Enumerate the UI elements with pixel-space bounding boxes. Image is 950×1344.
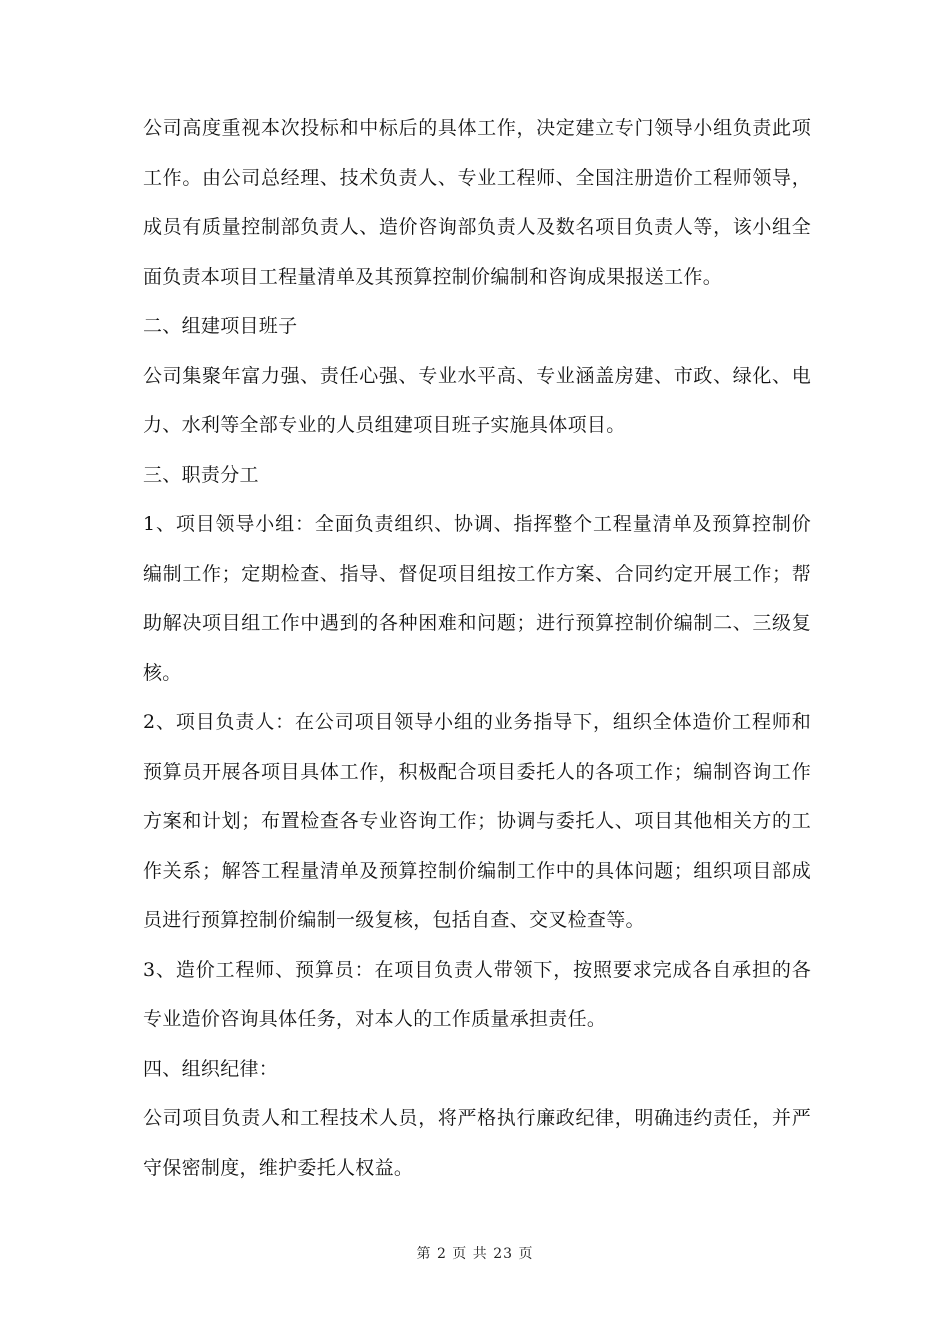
heading-project-team: 二、组建项目班子 — [143, 315, 298, 337]
paragraph-project-team: 公司集聚年富力强、责任心强、专业水平高、专业涵盖房建、市政、绿化、电力、水利等全部专业的人员组建项目班子实施具体项目。 — [143, 364, 811, 436]
paragraph-leadership-group: 公司高度重视本次投标和中标后的具体工作，决定建立专门领导小组负责此项工作。由公司总经理、技术负责人、专业工程师、全国注册造价工程师领导，成员有质量控制部负责人、造价咨询部负责人及数名项目负责人等，该小组全面负责本项目工程量清单及其预算控制价编制和咨询成果报送工作。 — [143, 117, 811, 288]
page-number-footer: 第 2 页 共 23 页 — [416, 1246, 534, 1262]
paragraph-leadership-duties: 1、项目领导小组：全面负责组织、协调、指挥整个工程量清单及预算控制价编制工作；定期检查、指导、督促项目组按工作方案、合同约定开展工作；帮助解决项目组工作中遇到的各种困难和问题；进行预算控制价编制二、三级复核。 — [143, 513, 811, 684]
heading-responsibilities: 三、职责分工 — [143, 463, 259, 486]
document-body — [143, 104, 811, 1193]
paragraph-discipline: 公司项目负责人和工程技术人员，将严格执行廉政纪律，明确违约责任，并严守保密制度，维护委托人权益。 — [143, 1107, 811, 1179]
paragraph-engineer-duties: 3、造价工程师、预算员：在项目负责人带领下，按照要求完成各自承担的各专业造价咨询具体任务，对本人的工作质量承担责任。 — [143, 958, 811, 1030]
paragraph-project-lead-duties: 2、项目负责人：在公司项目领导小组的业务指导下，组织全体造价工程师和预算员开展各项目具体工作，积极配合项目委托人的各项工作；编制咨询工作方案和计划；布置检查各专业咨询工作；协调与委托人、项目其他相关方的工作关系；解答工程量清单及预算控制价编制工作中的具体问题；组织项目部成员进行预算控制价编制一级复核，包括自查、交叉检查等。 — [143, 711, 811, 931]
heading-discipline: 四、组织纪律： — [143, 1057, 279, 1080]
